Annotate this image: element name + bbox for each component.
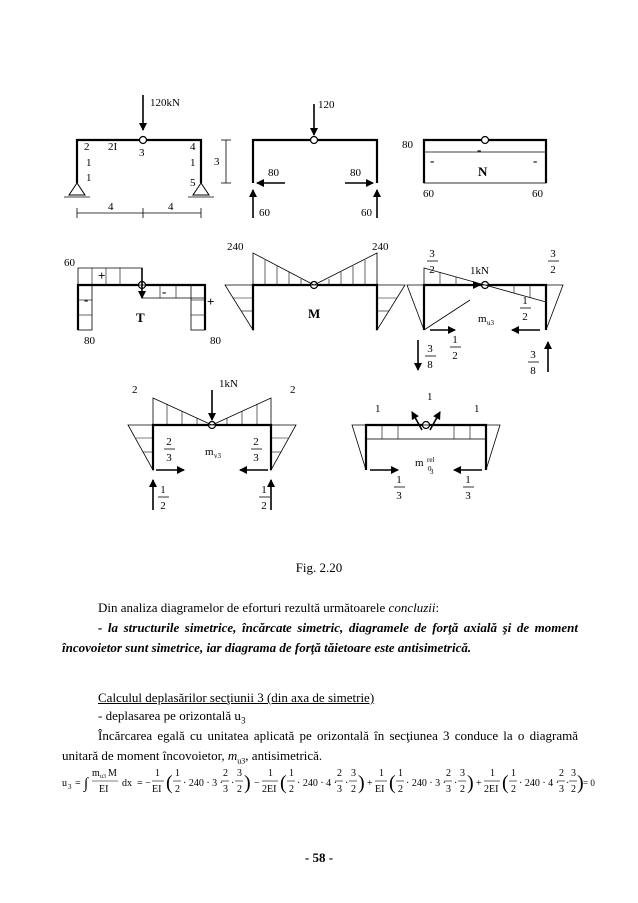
moment-240-right: 240 bbox=[372, 241, 389, 253]
f-t4-body: · 240 · 4 · bbox=[519, 778, 559, 789]
f-t4-den: 2EI bbox=[484, 784, 499, 795]
reaction-h-left: 80 bbox=[268, 167, 279, 179]
mrel-right-den: 3 bbox=[465, 490, 471, 502]
svg-text:2: 2 bbox=[460, 784, 465, 795]
shear-80-right: 80 bbox=[210, 335, 221, 347]
svg-text:(: ( bbox=[502, 772, 509, 794]
mv3-left-num: 2 bbox=[166, 436, 172, 448]
svg-text:(: ( bbox=[280, 772, 287, 794]
axial-minus-left: - bbox=[430, 153, 435, 168]
svg-text:3: 3 bbox=[460, 768, 465, 779]
p3-sym: m bbox=[227, 748, 238, 763]
svg-text:1: 1 bbox=[289, 768, 294, 779]
f-t2-body: · 240 · 4 · bbox=[297, 778, 337, 789]
mrel-sub: 0 bbox=[428, 465, 432, 473]
dim-4-left: 4 bbox=[108, 201, 114, 213]
p3-sub: u3 bbox=[237, 756, 246, 766]
mv3-label: m bbox=[205, 446, 214, 458]
reaction-v-right: 60 bbox=[361, 207, 372, 219]
mv3-v-right-den: 2 bbox=[261, 500, 267, 512]
diagram-axial-n bbox=[402, 137, 546, 201]
mrel-sup: rel bbox=[427, 456, 435, 464]
mu3-3-right-num: 3 bbox=[550, 248, 556, 260]
svg-text:2: 2 bbox=[571, 784, 576, 795]
svg-text:): ) bbox=[358, 772, 365, 794]
heading-text: Calculul deplasărilor secţiunii 3 (din axa de simetrie) bbox=[98, 690, 375, 705]
mv3-v-right-num: 1 bbox=[261, 484, 267, 496]
svg-text:3: 3 bbox=[559, 784, 564, 795]
p3-after: , antisimetrică. bbox=[245, 748, 323, 763]
diagram-moment-m bbox=[225, 241, 405, 330]
svg-text:): ) bbox=[467, 772, 474, 794]
mrel-1-right: 1 bbox=[474, 403, 480, 415]
formula-u3 bbox=[62, 764, 595, 804]
f-t1-den: EI bbox=[152, 784, 162, 795]
mrel-label: m bbox=[415, 457, 424, 469]
svg-text:2: 2 bbox=[289, 784, 294, 795]
shear-minus-left: - bbox=[84, 292, 89, 307]
axial-label: N bbox=[478, 164, 488, 179]
mu3-sub: u3 bbox=[487, 319, 494, 327]
svg-text:1: 1 bbox=[175, 768, 180, 779]
svg-text:·: · bbox=[345, 778, 349, 789]
svg-text:2: 2 bbox=[223, 768, 228, 779]
f-num-sub: u3 bbox=[100, 774, 106, 780]
svg-text:1: 1 bbox=[490, 768, 495, 779]
mv3-right-num: 2 bbox=[253, 436, 259, 448]
page-number: - 58 - bbox=[304, 850, 334, 865]
hinge bbox=[140, 137, 147, 144]
axial-60-left: 60 bbox=[423, 188, 434, 200]
load-label: 120kN bbox=[150, 97, 180, 109]
svg-text:+: + bbox=[476, 778, 482, 789]
svg-text:): ) bbox=[244, 772, 251, 794]
axial-minus-right: - bbox=[533, 153, 538, 168]
frame-reactions bbox=[253, 99, 377, 219]
f-integral: ∫ bbox=[84, 776, 89, 792]
mu3-h-right-num: 1 bbox=[522, 295, 528, 307]
f-eq: = bbox=[75, 778, 81, 789]
svg-text:3: 3 bbox=[446, 784, 451, 795]
diagram-unit-mv3 bbox=[128, 378, 296, 512]
svg-text:(: ( bbox=[389, 772, 396, 794]
mu3-3-left-num: 3 bbox=[429, 248, 435, 260]
mv3-2-right: 2 bbox=[290, 384, 296, 396]
f-eq-minus: = − bbox=[137, 778, 151, 789]
node-5: 5 bbox=[190, 177, 196, 189]
paragraph-conclusion: - la structurile simetrice, încărcate simetric, diagramele de forţă axială şi de moment încovoietor sunt simetrice, iar diagrama de forţă tăietoare este antisimetrică. bbox=[62, 620, 578, 655]
mrel-1-left: 1 bbox=[375, 403, 381, 415]
svg-text:1: 1 bbox=[268, 768, 273, 779]
svg-text:3: 3 bbox=[223, 784, 228, 795]
shear-80-left: 80 bbox=[84, 335, 95, 347]
svg-text:3: 3 bbox=[571, 768, 576, 779]
figure-caption: Fig. 2.20 bbox=[295, 560, 343, 575]
p3-text: Încărcarea egală cu unitatea aplicată pe orizontală în secţiunea 3 conduce la o diagramă unitară de moment încovoietor, bbox=[62, 728, 578, 763]
svg-text:2: 2 bbox=[398, 784, 403, 795]
f-t1-body: · 240 · 3 · bbox=[183, 778, 223, 789]
l1-text: - deplasarea pe orizontală u bbox=[98, 708, 241, 723]
svg-text:1: 1 bbox=[379, 768, 384, 779]
svg-text:3: 3 bbox=[237, 768, 242, 779]
dim-4-right: 4 bbox=[168, 201, 174, 213]
svg-text:2: 2 bbox=[351, 784, 356, 795]
mrel-1-top: 1 bbox=[427, 391, 433, 403]
diagram-unit-mu3 bbox=[407, 248, 563, 377]
svg-text:): ) bbox=[577, 772, 584, 794]
reaction-top-label: 120 bbox=[318, 99, 335, 111]
mrel-sub2: 3 bbox=[430, 468, 434, 476]
node-3: 3 bbox=[139, 147, 145, 159]
f-den: EI bbox=[99, 784, 109, 795]
svg-text:3: 3 bbox=[337, 784, 342, 795]
intro-text: Din analiza diagramelor de eforturi rezultă următoarele bbox=[98, 600, 389, 615]
f-num-m: M bbox=[108, 768, 117, 779]
mu3-h-left-num: 1 bbox=[452, 334, 458, 346]
mv3-sub: v3 bbox=[214, 452, 221, 460]
mv3-v-left-num: 1 bbox=[160, 484, 166, 496]
mv3-right-den: 3 bbox=[253, 452, 259, 464]
moment-label: M bbox=[308, 306, 321, 321]
svg-text:2: 2 bbox=[237, 784, 242, 795]
svg-text:·: · bbox=[231, 778, 235, 789]
svg-text:−: − bbox=[254, 778, 260, 789]
intro-italic: concluzii bbox=[388, 600, 436, 615]
mrel-left-num: 1 bbox=[396, 474, 402, 486]
label-i-left: 1 bbox=[86, 157, 92, 169]
mv3-load: 1kN bbox=[219, 378, 238, 390]
mu3-3-left-den: 2 bbox=[429, 264, 435, 276]
node-1: 1 bbox=[86, 172, 92, 184]
svg-text:2: 2 bbox=[337, 768, 342, 779]
reaction-h-right: 80 bbox=[350, 167, 361, 179]
l1-sub: 3 bbox=[240, 715, 246, 726]
f-dx: dx bbox=[122, 778, 132, 789]
mu3-label: m bbox=[478, 313, 487, 325]
f-lhs: u bbox=[62, 778, 67, 789]
mu3-v-right-num: 3 bbox=[530, 349, 536, 361]
f-lhs-sub: 3 bbox=[68, 783, 72, 791]
mv3-left-den: 3 bbox=[166, 452, 172, 464]
mu3-v-left-den: 8 bbox=[427, 359, 433, 371]
svg-text:1: 1 bbox=[511, 768, 516, 779]
paragraph-intro bbox=[62, 598, 578, 618]
mu3-v-left-num: 3 bbox=[427, 343, 433, 355]
shear-60: 60 bbox=[64, 257, 75, 269]
axial-80: 80 bbox=[402, 139, 413, 151]
support-left bbox=[69, 183, 85, 195]
axial-minus-top: - bbox=[477, 142, 482, 157]
mu3-3-right-den: 2 bbox=[550, 264, 556, 276]
svg-text:2: 2 bbox=[446, 768, 451, 779]
mu3-load: 1kN bbox=[470, 265, 489, 277]
node-4: 4 bbox=[190, 141, 196, 153]
node-2: 2 bbox=[84, 141, 90, 153]
mv3-v-left-den: 2 bbox=[160, 500, 166, 512]
axial-60-right: 60 bbox=[532, 188, 543, 200]
shear-plus-top: + bbox=[98, 268, 106, 283]
f-t3-den: EI bbox=[375, 784, 385, 795]
section-heading bbox=[62, 688, 578, 708]
f-t2-den: 2EI bbox=[262, 784, 277, 795]
diagram-unit-mrel bbox=[352, 391, 500, 502]
reaction-v-left: 60 bbox=[259, 207, 270, 219]
f-zero: = 0 bbox=[583, 778, 595, 788]
svg-text:2: 2 bbox=[511, 784, 516, 795]
svg-text:1: 1 bbox=[398, 768, 403, 779]
svg-text:(: ( bbox=[166, 772, 173, 794]
mu3-v-right-den: 8 bbox=[530, 365, 536, 377]
shear-label: T bbox=[136, 310, 145, 325]
label-2i: 2I bbox=[108, 141, 118, 153]
f-t1-num: 1 bbox=[155, 768, 160, 779]
mrel-left-den: 3 bbox=[396, 490, 402, 502]
dim-3: 3 bbox=[214, 156, 220, 168]
mu3-h-left-den: 2 bbox=[452, 350, 458, 362]
svg-text:2: 2 bbox=[559, 768, 564, 779]
shear-plus-right: + bbox=[207, 294, 215, 309]
shear-minus-top: - bbox=[162, 284, 167, 299]
f-num: m bbox=[92, 768, 100, 779]
mu3-h-right-den: 2 bbox=[522, 311, 528, 323]
svg-text:2: 2 bbox=[175, 784, 180, 795]
f-t3-body: · 240 · 3 · bbox=[406, 778, 446, 789]
mv3-2-left: 2 bbox=[132, 384, 138, 396]
svg-text:·: · bbox=[566, 778, 570, 789]
svg-text:·: · bbox=[454, 778, 458, 789]
svg-text:3: 3 bbox=[351, 768, 356, 779]
label-i-right: 1 bbox=[190, 157, 196, 169]
svg-text:+: + bbox=[367, 778, 373, 789]
moment-240-left: 240 bbox=[227, 241, 244, 253]
diagram-shear-t bbox=[64, 257, 222, 347]
mrel-right-num: 1 bbox=[465, 474, 471, 486]
frame-structure bbox=[64, 95, 231, 218]
intro-colon: : bbox=[435, 600, 440, 615]
